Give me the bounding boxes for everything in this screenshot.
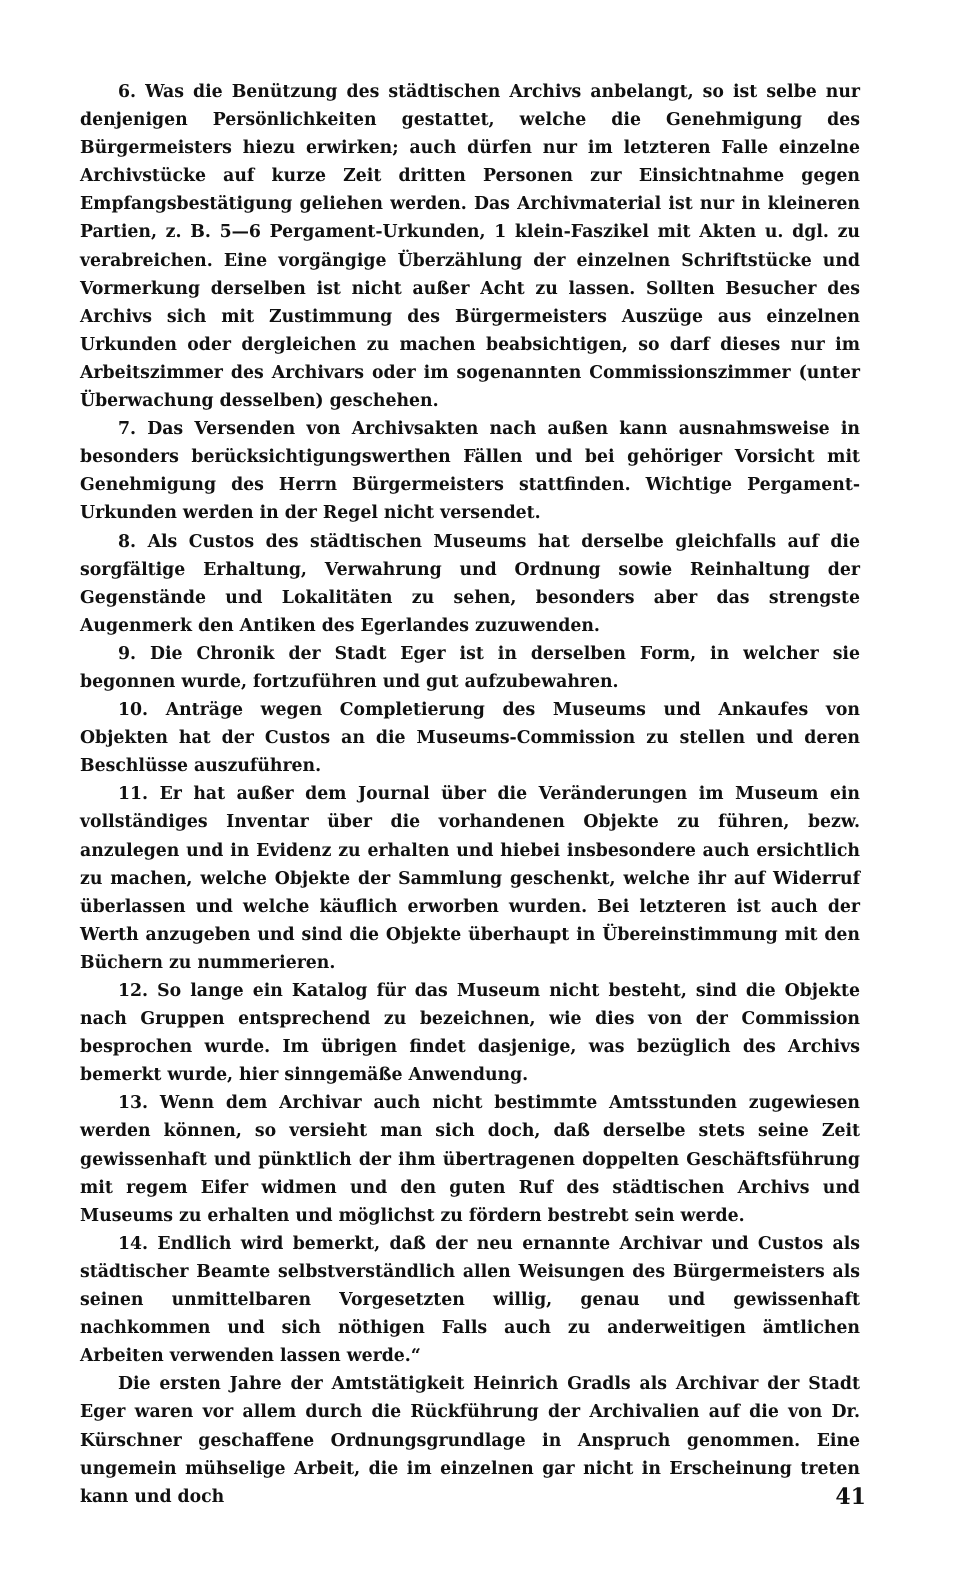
page-body <box>80 78 860 1511</box>
paragraph-13: 13. Wenn dem Archivar auch nicht bestimmte Amtsstunden zugewiesen werden können, so versieht man sich doch, daß derselbe stets seine Zeit gewissenhaft und pünktlich der ihm übertragenen doppelten Geschäftsführung mit regem Eifer widmen und den guten Ruf des städtischen Archivs und Museums zu erhalten und möglichst zu fördern bestrebt sein werde. <box>80 1093 860 1226</box>
paragraph-9: 9. Die Chronik der Stadt Eger ist in derselben Form, in welcher sie begonnen wurde, fortzuführen und gut aufzubewahren. <box>80 643 860 692</box>
paragraph-narrative: Die ersten Jahre der Amtstätigkeit Heinrich Gradls als Archivar der Stadt Eger waren vor allem durch die Rückführung der Archivalien auf die von Dr. Kürschner geschaffene Ordnungsgrundlage in Anspruch genommen. Eine ungemein mühselige Arbeit, die im einzelnen gar nicht in Erscheinung treten kann und doch <box>80 1374 860 1507</box>
paragraph-7: 7. Das Versenden von Archivsakten nach außen kann ausnahmsweise in besonders berücksichtigungswerthen Fällen und bei gehöriger Vorsicht mit Genehmigung des Herrn Bürgermeisters stattfinden. Wichtige Pergament-Urkunden werden in der Regel nicht versendet. <box>80 419 860 524</box>
paragraph-11: 11. Er hat außer dem Journal über die Veränderungen im Museum ein vollständiges Inventar über die vorhandenen Objekte zu führen, bezw. anzulegen und in Evidenz zu erhalten und hiebei insbesondere auch ersichtlich zu machen, welche Objekte der Sammlung geschenkt, welche ihr auf Widerruf überlassen und welche käuflich erworben wurden. Bei letzteren ist auch der Werth anzugeben und sind die Objekte überhaupt in Übereinstimmung mit den Büchern zu nummerieren. <box>80 784 860 973</box>
paragraph-14: 14. Endlich wird bemerkt, daß der neu ernannte Archivar und Custos als städtischer Beamte selbstverständlich allen Weisungen des Bürgermeisters als seinen unmittelbaren Vorgesetzten willig, genau und gewissenhaft nachkommen und sich nöthigen Falls auch zu anderweitigen ämtlichen Arbeiten verwenden lassen werde.“ <box>80 1233 860 1367</box>
page-number: 41 <box>835 1484 866 1510</box>
paragraph-10: 10. Anträge wegen Completierung des Museums und Ankaufes von Objekten hat der Custos an die Museums-Commission zu stellen und deren Beschlüsse auszuführen. <box>80 700 860 777</box>
paragraph-6: 6. Was die Benützung des städtischen Archivs anbelangt, so ist selbe nur denjenigen Persönlichkeiten gestattet, welche die Genehmigung des Bürgermeisters hiezu erwirken; auch dürfen nur im letzteren Falle einzelne Archivstücke auf kurze Zeit dritten Personen zur Einsichtnahme gegen Empfangsbestätigung geliehen werden. Das Archivmaterial ist nur in kleineren Partien, z. B. 5—6 Pergament-Urkunden, 1 klein-Faszikel mit Akten u. dgl. zu verabreichen. Eine vorgängige Überzählung der einzelnen Schriftstücke und Vormerkung derselben ist nicht außer Acht zu lassen. Sollten Besucher des Archivs sich mit Zustimmung des Bürgermeisters Auszüge aus einzelnen Urkunden oder dergleichen zu machen beabsichtigen, so darf dieses nur im Arbeitszimmer des Archivars oder im sogenannten Commissionszimmer (unter Überwachung desselben) geschehen. <box>80 82 860 412</box>
paragraph-8: 8. Als Custos des städtischen Museums hat derselbe gleichfalls auf die sorgfältige Erhaltung, Verwahrung und Ordnung sowie Reinhaltung der Gegenstände und Lokalitäten zu sehen, besonders aber das strengste Augenmerk den Antiken des Egerlandes zuzuwenden. <box>80 531 860 636</box>
paragraph-12: 12. So lange ein Katalog für das Museum nicht besteht, sind die Objekte nach Gruppen entsprechend zu bezeichnen, wie dies von der Commission besprochen wurde. Im übrigen findet dasjenige, was bezüglich des Archivs bemerkt wurde, hier sinngemäße Anwendung. <box>80 981 860 1086</box>
